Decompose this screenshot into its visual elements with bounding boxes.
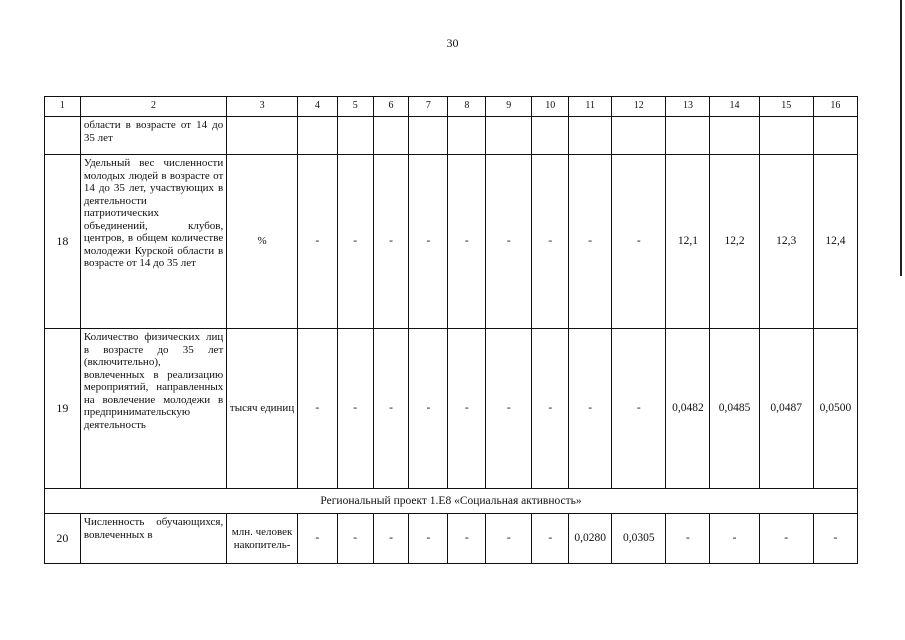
value-cell: 12,2 (710, 155, 759, 329)
value-cell (297, 117, 337, 155)
value-cell: 0,0280 (569, 514, 612, 564)
value-cell: - (409, 329, 448, 489)
indicator-table (44, 96, 858, 564)
value-cell (532, 117, 569, 155)
unit-cell: тысяч единиц (227, 329, 298, 489)
value-cell: 12,3 (759, 155, 813, 329)
value-cell (448, 117, 486, 155)
value-cell (337, 117, 373, 155)
row-number: 18 (45, 155, 81, 329)
value-cell: - (297, 155, 337, 329)
col-header: 3 (227, 97, 298, 117)
value-cell (486, 117, 532, 155)
col-header: 16 (813, 97, 857, 117)
col-header: 14 (710, 97, 759, 117)
value-cell: - (813, 514, 857, 564)
section-title: Региональный проект 1.Е8 «Социальная активность» (45, 489, 858, 514)
value-cell: 0,0482 (666, 329, 710, 489)
value-cell (569, 117, 612, 155)
value-cell: - (373, 155, 409, 329)
col-header: 15 (759, 97, 813, 117)
unit-cell: % (227, 155, 298, 329)
col-header: 11 (569, 97, 612, 117)
col-header: 12 (612, 97, 666, 117)
value-cell: - (612, 155, 666, 329)
value-cell: - (409, 155, 448, 329)
value-cell (666, 117, 710, 155)
col-header: 1 (45, 97, 81, 117)
table-row (45, 117, 858, 155)
col-header: 5 (337, 97, 373, 117)
value-cell: - (532, 329, 569, 489)
row-number: 19 (45, 329, 81, 489)
header-row (45, 97, 858, 117)
col-header: 6 (373, 97, 409, 117)
value-cell: 0,0500 (813, 329, 857, 489)
col-header: 13 (666, 97, 710, 117)
value-cell: - (297, 514, 337, 564)
indicator-description: Количество физических лиц в возрасте до 35 лет (включительно), вовлеченных в реализацию мероприятий, направленных на вовлечение молодежи в предпринимательскую деятельность (80, 329, 226, 489)
col-header: 8 (448, 97, 486, 117)
unit-cell: млн. человек накопитель- (227, 514, 298, 564)
row-number (45, 117, 81, 155)
value-cell: - (448, 514, 486, 564)
value-cell: - (666, 514, 710, 564)
value-cell: - (337, 329, 373, 489)
value-cell: - (532, 514, 569, 564)
section-row (45, 489, 858, 514)
value-cell: - (297, 329, 337, 489)
value-cell (710, 117, 759, 155)
col-header: 4 (297, 97, 337, 117)
unit-cell (227, 117, 298, 155)
value-cell: - (337, 155, 373, 329)
value-cell (409, 117, 448, 155)
value-cell: 0,0485 (710, 329, 759, 489)
page-number: 30 (446, 36, 459, 50)
col-header: 9 (486, 97, 532, 117)
value-cell: 0,0305 (612, 514, 666, 564)
value-cell (813, 117, 857, 155)
table-row (45, 514, 858, 564)
indicator-description: Удельный вес численности молодых людей в возрасте от 14 до 35 лет, участвующих в деятельности патриотических объединений, клубов, центров, в общем количестве молодежи Курской области в возрасте от 14 до 35 лет (80, 155, 226, 329)
value-cell: - (486, 155, 532, 329)
value-cell (612, 117, 666, 155)
row-number: 20 (45, 514, 81, 564)
indicator-description: области в возрасте от 14 до 35 лет (80, 117, 226, 155)
value-cell: - (569, 329, 612, 489)
value-cell: - (448, 155, 486, 329)
value-cell: - (409, 514, 448, 564)
value-cell: - (532, 155, 569, 329)
value-cell: 0,0487 (759, 329, 813, 489)
value-cell: - (612, 329, 666, 489)
value-cell: - (569, 155, 612, 329)
col-header: 2 (80, 97, 226, 117)
table-row (45, 155, 858, 329)
value-cell: - (337, 514, 373, 564)
value-cell: - (710, 514, 759, 564)
col-header: 7 (409, 97, 448, 117)
value-cell: - (448, 329, 486, 489)
table-row (45, 329, 858, 489)
value-cell: 12,4 (813, 155, 857, 329)
value-cell: - (373, 329, 409, 489)
margin-rule (900, 0, 902, 276)
value-cell: - (373, 514, 409, 564)
value-cell: - (486, 329, 532, 489)
value-cell: - (486, 514, 532, 564)
value-cell (759, 117, 813, 155)
indicator-description: Численность обучающихся, вовлеченных в (80, 514, 226, 564)
value-cell: 12,1 (666, 155, 710, 329)
value-cell: - (759, 514, 813, 564)
col-header: 10 (532, 97, 569, 117)
value-cell (373, 117, 409, 155)
